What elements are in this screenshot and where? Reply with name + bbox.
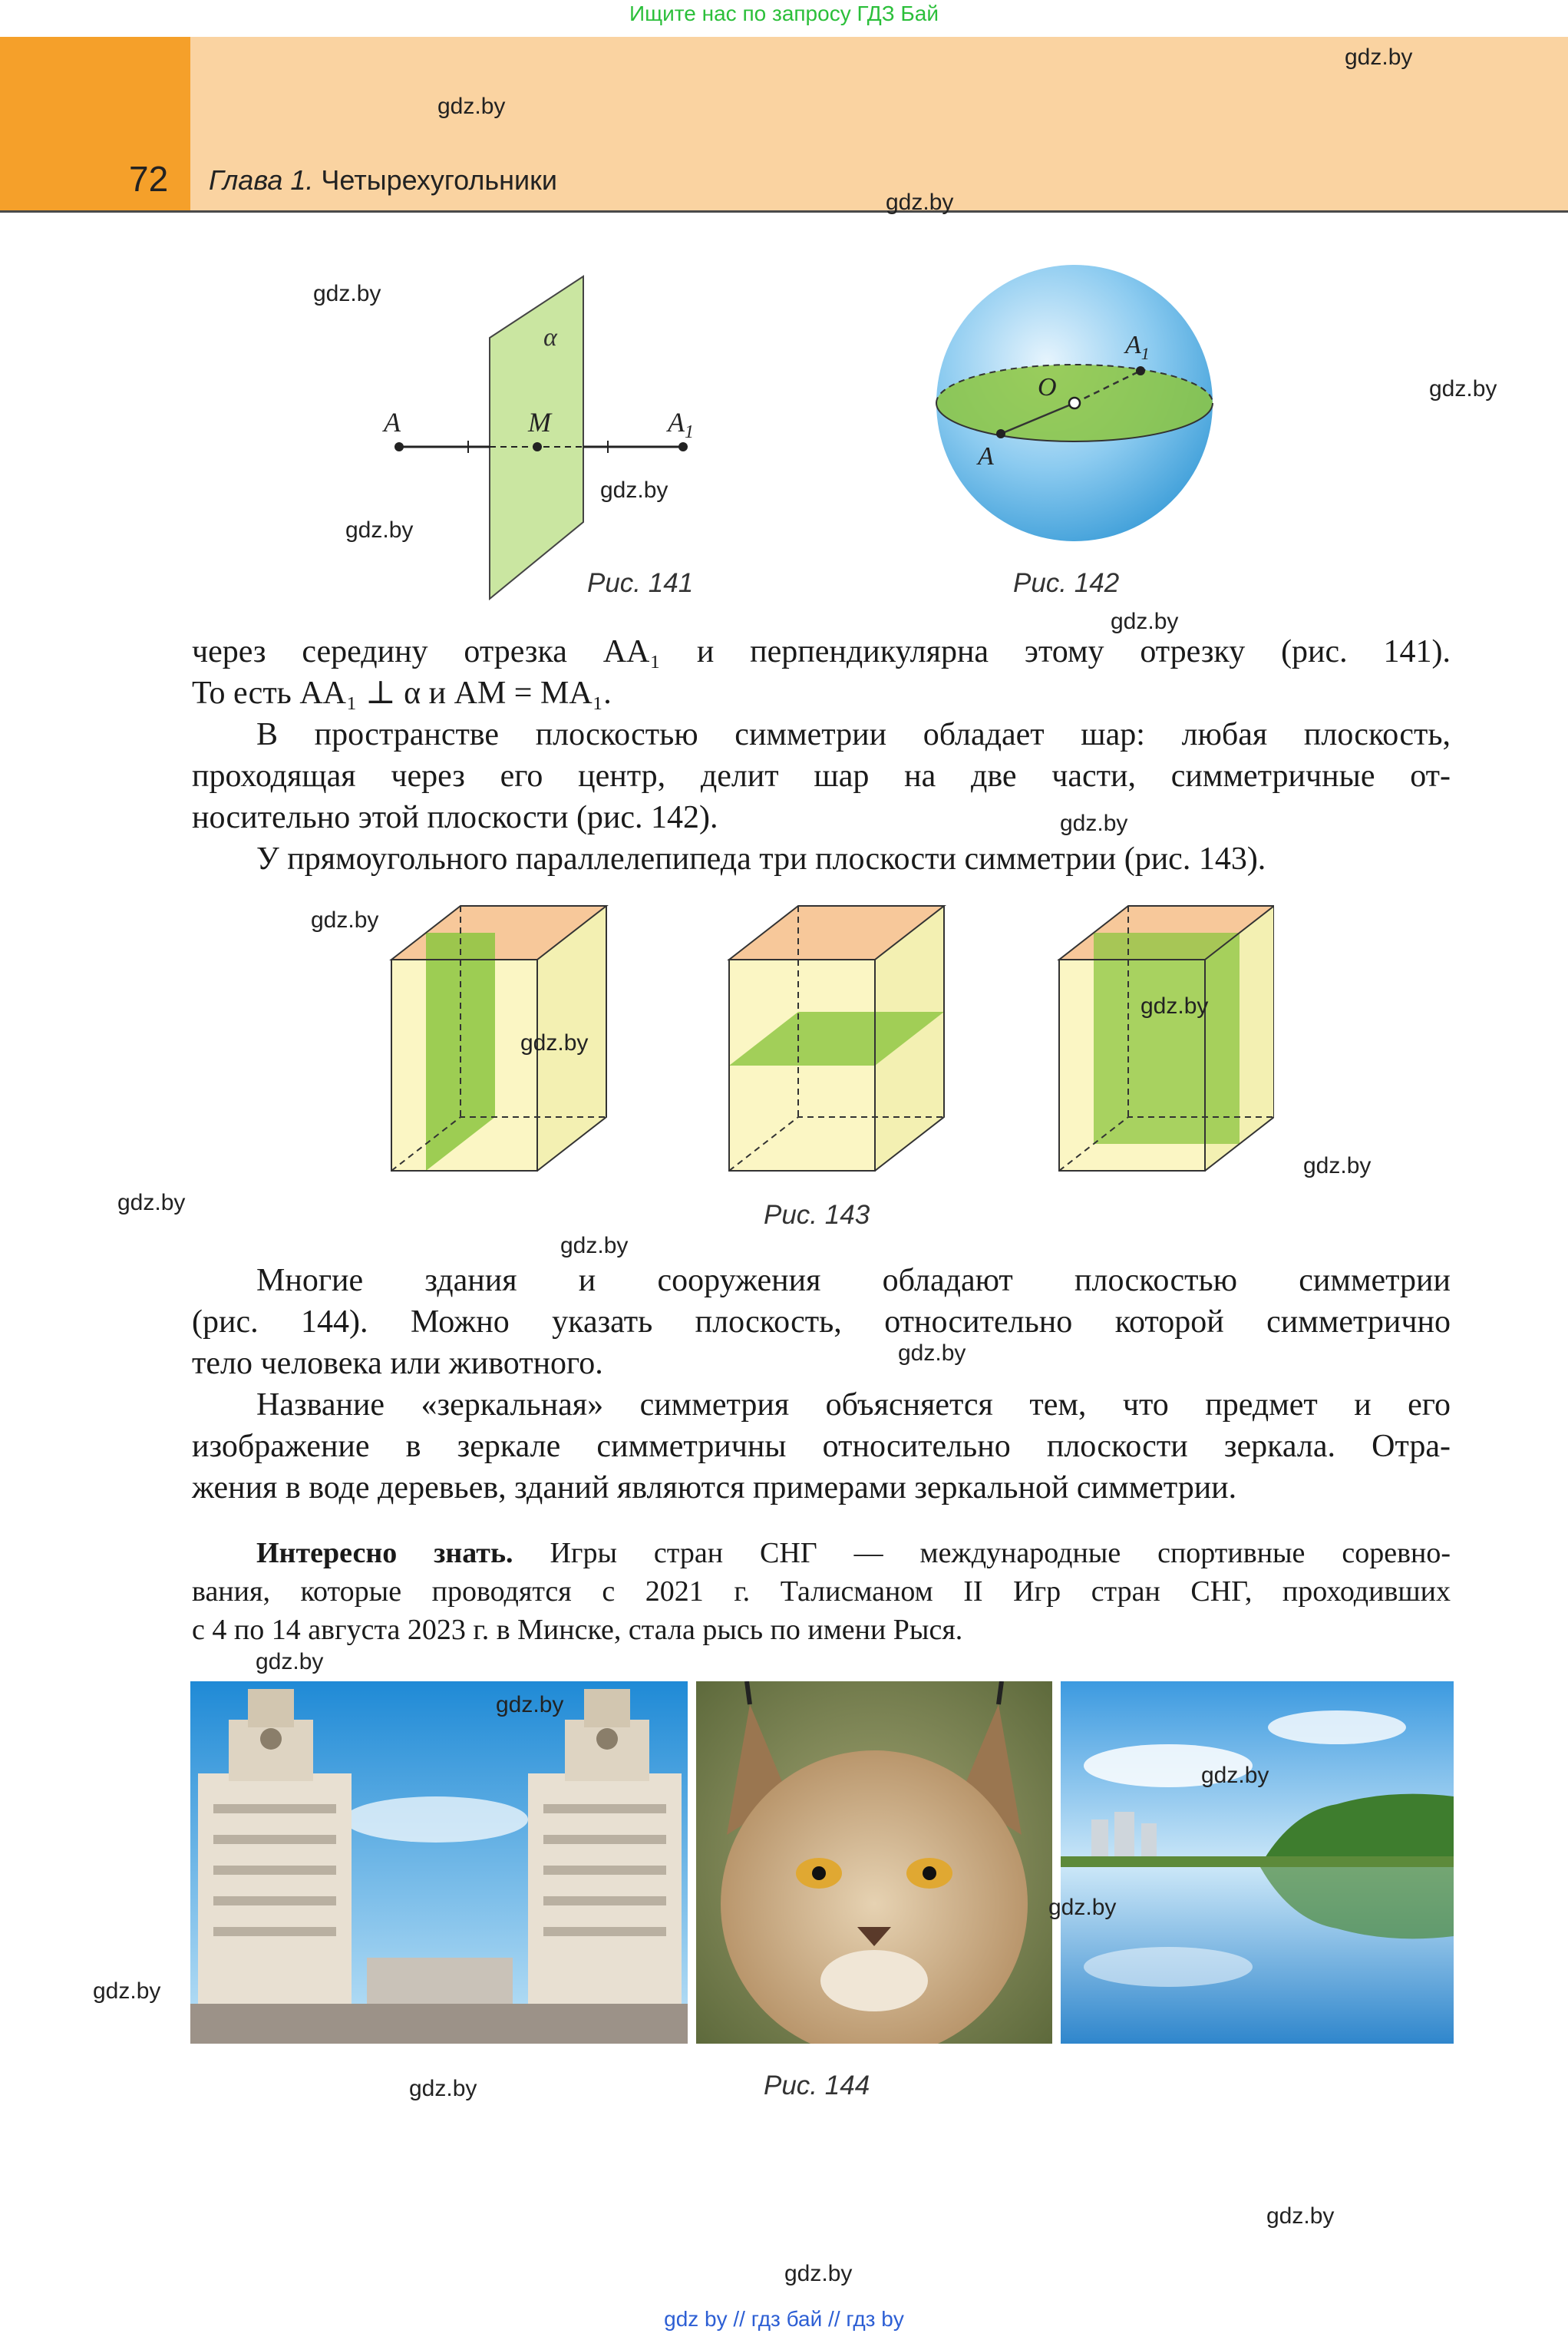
watermark: gdz.by <box>1141 993 1209 1019</box>
text-block-1 <box>192 631 1451 880</box>
point-a <box>996 429 1005 438</box>
info-line1-text: Игры стран СНГ — международные спортивные соревно- <box>513 1537 1451 1569</box>
p2-line2: проходящая через его центр, делит шар на две части, симметричные от- <box>192 759 1451 794</box>
p1-line1: через середину отрезка AA₁ и перпендикулярна этому отрезку (рис. 141). <box>192 634 1451 669</box>
watermark: gdz.by <box>1111 609 1179 634</box>
watermark: gdz.by <box>496 1692 564 1717</box>
figure-142 <box>921 261 1228 553</box>
watermark: gdz.by <box>1303 1153 1372 1178</box>
point-a1 <box>678 442 688 451</box>
caption-144: Рис. 144 <box>764 2071 870 2100</box>
photo-minsk-gates <box>190 1681 688 2044</box>
photo-lynx <box>696 1681 1052 2044</box>
watermark: gdz.by <box>1345 45 1413 70</box>
watermark: gdz.by <box>1048 1895 1117 1920</box>
watermark: gdz.by <box>256 1649 324 1674</box>
watermark: gdz.by <box>1266 2203 1335 2229</box>
label-a1: $A_1$ <box>668 407 694 442</box>
label-m: M <box>528 407 551 438</box>
watermark: gdz.by <box>898 1340 966 1366</box>
point-o <box>1069 398 1080 408</box>
box-3 <box>1059 906 1274 1171</box>
label-alpha: α <box>543 323 557 352</box>
figure-143 <box>384 898 1274 1182</box>
p3: У прямоугольного параллелепипеда три плоскости симметрии (рис. 143). <box>256 841 1266 877</box>
p4-line3: тело человека или животного. <box>192 1346 603 1381</box>
chapter-name: Четырехугольники <box>321 164 558 196</box>
p2-line3: носительно этой плоскости (рис. 142). <box>192 800 718 835</box>
watermark: gdz.by <box>520 1030 589 1056</box>
watermark: gdz.by <box>311 907 379 933</box>
chapter-title <box>209 164 557 197</box>
info-line3: с 4 по 14 августа 2023 г. в Минске, стала рысь по имени Рыся. <box>192 1614 963 1646</box>
watermark: gdz.by <box>345 517 414 543</box>
label-a: A <box>978 442 994 471</box>
label-o: O <box>1038 373 1057 402</box>
photo-lake-reflection <box>1061 1681 1454 2044</box>
box-2 <box>729 906 944 1171</box>
chapter-label: Глава 1. <box>209 164 314 196</box>
bottom-note: gdz by // гдз бай // гдз by <box>664 2307 904 2331</box>
point-m <box>533 442 542 451</box>
watermark: gdz.by <box>93 1978 161 2004</box>
p5-line2: изображение в зеркале симметричны относительно плоскости зеркала. Отра- <box>192 1429 1451 1464</box>
p4-line1: Многие здания и сооружения обладают плоскостью симметрии <box>256 1263 1451 1298</box>
header-rule <box>0 210 1568 213</box>
p5-line3: жения в воде деревьев, зданий являются примерами зеркальной симметрии. <box>192 1470 1237 1505</box>
watermark: gdz.by <box>437 94 506 119</box>
label-a1: $A_1$ <box>1125 331 1150 363</box>
watermark: gdz.by <box>560 1233 629 1258</box>
caption-142: Рис. 142 <box>1013 568 1120 598</box>
info-heading: Интересно знать. <box>256 1537 513 1569</box>
watermark: gdz.by <box>409 2076 477 2101</box>
page-number: 72 <box>129 159 169 199</box>
watermark: gdz.by <box>117 1190 186 1215</box>
figure-141 <box>361 269 760 606</box>
text-block-2 <box>192 1260 1451 1509</box>
p5-line1: Название «зеркальная» симметрия объясняется тем, что предмет и его <box>256 1387 1451 1423</box>
point-a1 <box>1136 366 1145 375</box>
plane-alpha <box>490 276 583 599</box>
info-block <box>192 1534 1451 1649</box>
label-a: A <box>384 407 401 438</box>
p2-line1: В пространстве плоскостью симметрии обладает шар: любая плоскость, <box>256 717 1451 752</box>
watermark: gdz.by <box>1429 376 1497 402</box>
info-line2: вания, которые проводятся с 2021 г. Талисманом II Игр стран СНГ, проходивших <box>192 1575 1451 1608</box>
p1-line2: То есть AA₁ ⊥ α и AM = MA₁. <box>192 676 612 711</box>
p4-line2: (рис. 144). Можно указать плоскость, относительно которой симметрично <box>192 1304 1451 1340</box>
top-note: Ищите нас по запросу ГДЗ Бай <box>629 2 939 25</box>
watermark: gdz.by <box>1201 1763 1269 1788</box>
watermark: gdz.by <box>784 2261 853 2286</box>
caption-143: Рис. 143 <box>764 1200 870 1230</box>
info-line1 <box>192 1534 1451 1572</box>
watermark: gdz.by <box>886 190 954 215</box>
caption-141: Рис. 141 <box>587 568 694 598</box>
watermark: gdz.by <box>313 281 381 306</box>
point-a <box>394 442 404 451</box>
watermark: gdz.by <box>1060 811 1128 836</box>
watermark: gdz.by <box>600 478 668 503</box>
